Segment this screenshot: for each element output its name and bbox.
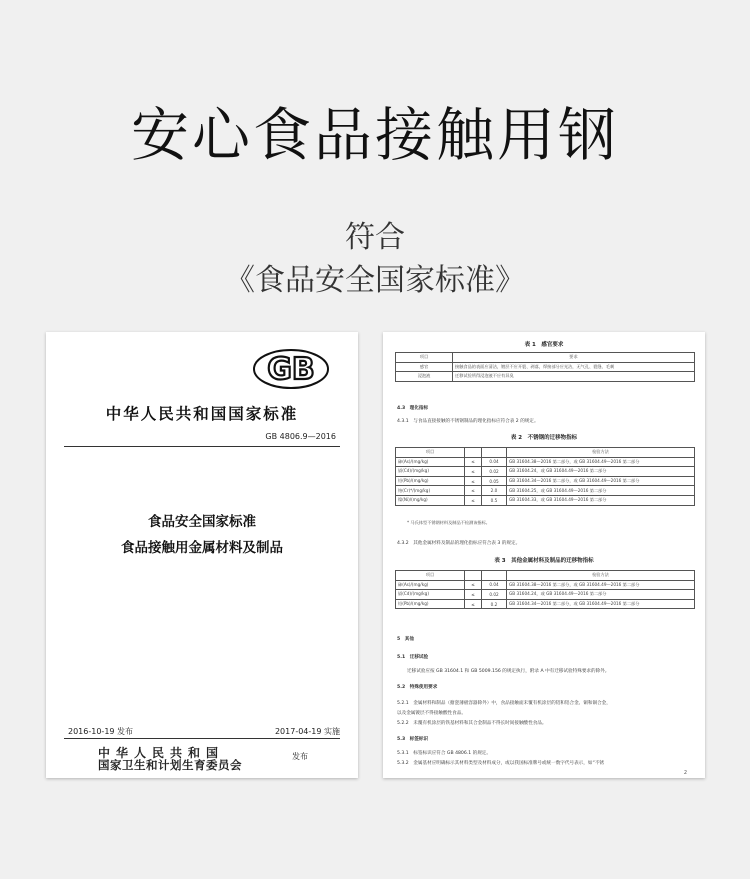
svg-text:GB: GB xyxy=(267,352,315,387)
section-heading: 4.3 理化指标 xyxy=(397,406,429,411)
table-row xyxy=(396,362,695,372)
table-cell: 感官 xyxy=(396,362,453,372)
section-heading: 5.2 特殊使用要求 xyxy=(397,685,438,690)
section-heading: 5.3 标签标识 xyxy=(397,737,429,742)
table-cell: 0.02 xyxy=(482,590,507,600)
table-header-cell: 项目 xyxy=(396,571,465,581)
table-row xyxy=(396,486,695,496)
table-cell: 镉(Cd)/(mg/kg) xyxy=(396,467,465,477)
table-cell: GB 31604.34—2016 第二部分，或 GB 31604.49—2016 第二部分 xyxy=(507,476,695,486)
table-header-cell xyxy=(465,571,482,581)
table-header-cell xyxy=(482,571,507,581)
table-cell: 迁移试验所得浸泡液不应有异臭 xyxy=(453,372,695,382)
table-header-row xyxy=(396,353,695,363)
paragraph: 5.3.1 标签标识应符合 GB 4806.1 的规定。 xyxy=(397,751,491,756)
hero-title: 安心食品接触用钢 xyxy=(130,101,619,169)
cover-title-line1: 食品安全国家标准 xyxy=(148,514,256,530)
section-heading: 5 其他 xyxy=(397,637,414,642)
table-header-cell xyxy=(465,448,482,458)
table-cell: 铬(Cr)*/(mg/kg) xyxy=(396,486,465,496)
table-cell: 0.05 xyxy=(482,476,507,486)
table-cell: 0.02 xyxy=(482,467,507,477)
table-cell: 2.0 xyxy=(482,486,507,496)
table2-stainless-migration xyxy=(395,447,695,506)
divider xyxy=(64,446,340,447)
table-row xyxy=(396,590,695,600)
table-cell: GB 31604.34—2016 第二部分，或 GB 31604.49—2016 第二部分 xyxy=(507,599,695,609)
issue-date: 2016-10-19 发布 xyxy=(68,727,134,736)
table-header-row xyxy=(396,571,695,581)
table-cell: ≤ xyxy=(465,476,482,486)
publisher-line1: 中华人民共和国 xyxy=(98,746,225,760)
table-header-cell: 项目 xyxy=(396,353,453,363)
table-cell: 0.04 xyxy=(482,457,507,467)
gb-logo xyxy=(252,348,330,390)
cover-title-line2: 食品接触用金属材料及制品 xyxy=(121,540,283,556)
page-number: 2 xyxy=(683,770,687,776)
table2-title: 表 2 不锈钢的迁移物指标 xyxy=(510,435,578,441)
table-cell: GB 31604.33，或 GB 31604.49—2016 第二部分 xyxy=(507,495,695,505)
table-cell: GB 31604.38—2016 第二部分，或 GB 31604.49—2016 第二部分 xyxy=(507,580,695,590)
table2-footnote: * 马氏体型不锈钢材料及制品不检测该指标。 xyxy=(407,520,490,525)
standard-code: GB 4806.9—2016 xyxy=(265,432,336,441)
table-header-cell: 检验方法 xyxy=(507,571,695,581)
table-cell: 铅(Pb)/(mg/kg) xyxy=(396,599,465,609)
table-cell: ≤ xyxy=(465,580,482,590)
table-cell: 镍(Ni)/(mg/kg) xyxy=(396,495,465,505)
table-header-cell: 要求 xyxy=(453,353,695,363)
table-cell: 接触食品的表面应清洁，镀层不应开裂、剥落，焊接部分应光洁，无气孔、裂缝、毛刺 xyxy=(453,362,695,372)
table-cell: 0.04 xyxy=(482,580,507,590)
paragraph: 迁移试验应按 GB 31604.1 和 GB 5009.156 的规定执行，附录 A 中有迁移试验特殊要求的除外。 xyxy=(407,669,610,674)
table-cell: GB 31604.24，或 GB 31604.49—2016 第二部分 xyxy=(507,467,695,477)
standard-inner-page xyxy=(383,332,705,778)
table1-sensory xyxy=(395,352,695,382)
table1-title: 表 1 感官要求 xyxy=(524,342,564,348)
table-header-cell xyxy=(482,448,507,458)
paragraph: 以及金属镀层不得接触酸性食品。 xyxy=(397,711,466,716)
publisher-line2: 国家卫生和计划生育委员会 xyxy=(98,758,242,772)
table-row xyxy=(396,599,695,609)
table-row xyxy=(396,372,695,382)
paragraph: 4.3.1 与食品直接接触的不锈钢制品的理化指标应符合表 2 的规定。 xyxy=(397,419,539,424)
table-cell: 铅(Pb)/(mg/kg) xyxy=(396,476,465,486)
table-cell: 砷(As)/(mg/kg) xyxy=(396,580,465,590)
hero-subtitle-standard: 《食品安全国家标准》 xyxy=(225,263,525,298)
table-cell: ≤ xyxy=(465,467,482,477)
table-cell: ≤ xyxy=(465,495,482,505)
table-cell: ≤ xyxy=(465,457,482,467)
table-row xyxy=(396,467,695,477)
table3-other-metal-migration xyxy=(395,570,695,609)
implementation-date: 2017-04-19 实施 xyxy=(274,727,340,736)
table-cell: 0.2 xyxy=(482,599,507,609)
issuing-org-heading: 中华人民共和国国家标准 xyxy=(105,404,299,423)
publish-label: 发布 xyxy=(292,752,308,761)
table-row xyxy=(396,495,695,505)
paragraph: 5.2.1 金属材料和制品（搪瓷薄板容器除外）中，食品接触面未覆有机涂层的铝和铝合金、铜和铜合金， xyxy=(397,701,611,706)
paragraph: 5.2.2 未覆有机涂层的铁基材料和其合金制品不得长时间接触酸性食品。 xyxy=(397,721,547,726)
table-cell: GB 31604.38—2016 第二部分，或 GB 31604.49—2016 第二部分 xyxy=(507,457,695,467)
table-cell: ≤ xyxy=(465,486,482,496)
table-cell: GB 31604.24，或 GB 31604.49—2016 第二部分 xyxy=(507,590,695,600)
table-cell: GB 31604.25，或 GB 31604.49—2016 第二部分 xyxy=(507,486,695,496)
table-header-row xyxy=(396,448,695,458)
table-row xyxy=(396,457,695,467)
table-cell: 砷(As)/(mg/kg) xyxy=(396,457,465,467)
table-cell: 镉(Cd)/(mg/kg) xyxy=(396,590,465,600)
paragraph: 5.3.2 金属基材应明确标示其材料类型及材料成分，或以我国标准牌号或统一数字代号表示，如“不锈 xyxy=(397,761,605,766)
table-header-cell: 项目 xyxy=(396,448,465,458)
table-row xyxy=(396,580,695,590)
table-header-cell: 检验方法 xyxy=(507,448,695,458)
standard-cover-page xyxy=(46,332,358,778)
hero-subtitle-comply: 符合 xyxy=(345,220,405,255)
paragraph: 4.3.2 其他金属材料及制品的理化指标应符合表 3 的规定。 xyxy=(397,541,521,546)
table-cell: 浸泡液 xyxy=(396,372,453,382)
table3-title: 表 3 其他金属材料及制品的迁移物指标 xyxy=(494,558,594,564)
divider xyxy=(64,738,340,739)
table-cell: ≤ xyxy=(465,599,482,609)
table-cell: ≤ xyxy=(465,590,482,600)
table-row xyxy=(396,476,695,486)
section-heading: 5.1 迁移试验 xyxy=(397,655,429,660)
table-cell: 0.5 xyxy=(482,495,507,505)
